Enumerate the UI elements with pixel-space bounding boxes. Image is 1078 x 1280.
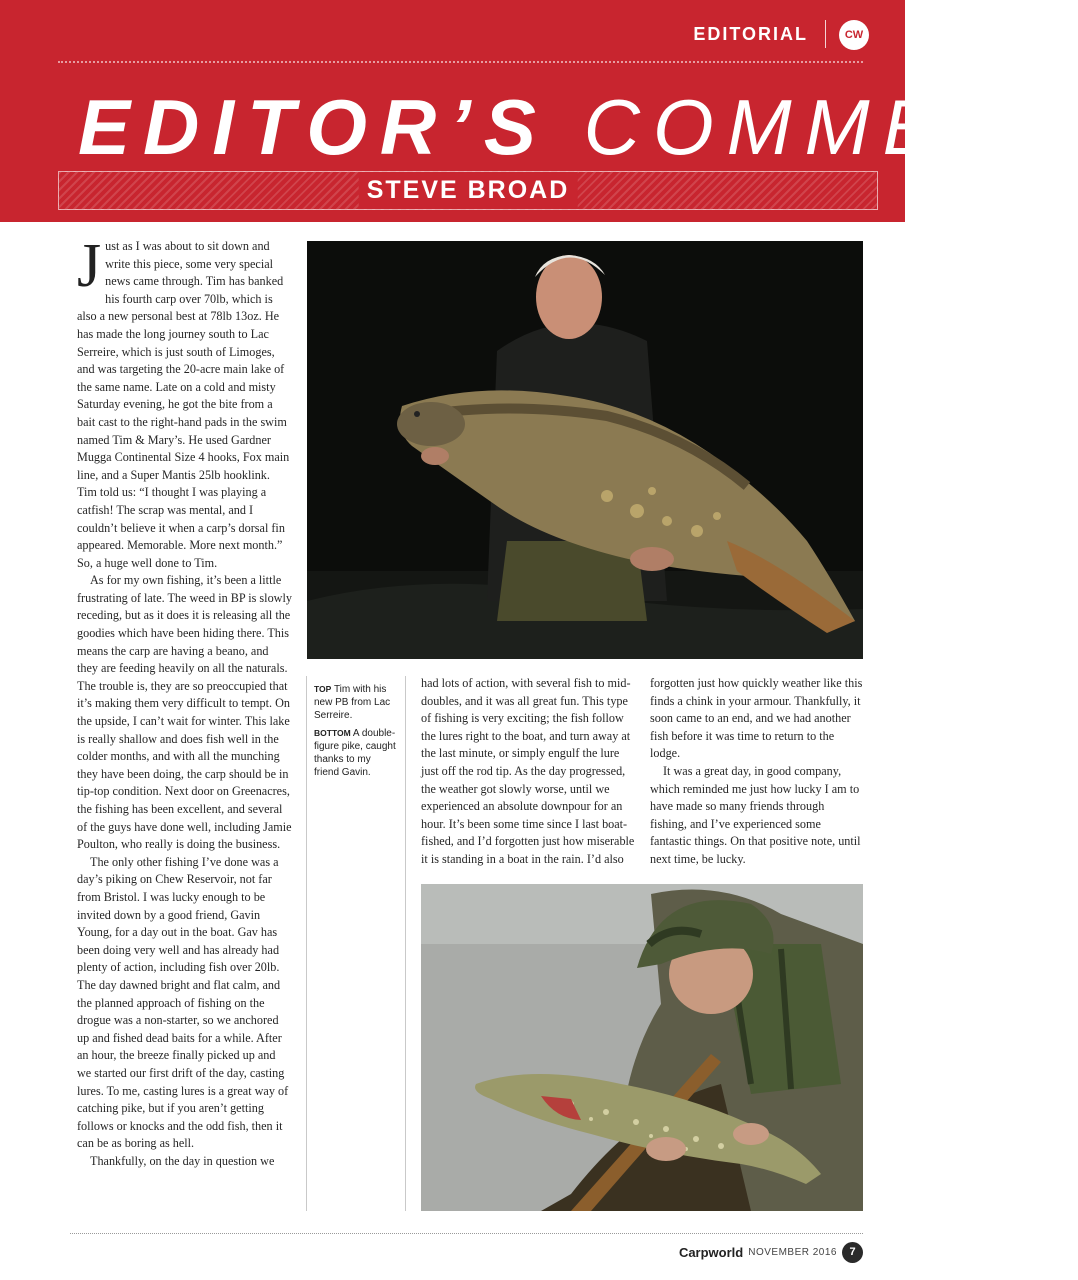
photo-pike-catch [421, 884, 863, 1211]
article-column-3 [421, 675, 636, 869]
article-paragraph: had lots of action, with several fish to mid-doubles, and it was all great fun. This type of fishing is very exciting; the fish follow the lures right to the boat, and turn away at the last minute, or simply engulf the lure just off the rod tip. As the day progressed, the weather got slowly worse, until we experienced an absolute downpour for an hour. It’s been some time since I last boat-fished, and I’d forgotten just how miserable it is standing in a boat in the rain. I’d also [421, 676, 635, 866]
article-paragraph: Thankfully, on the day in question we [90, 1153, 275, 1168]
caption-text: Tim with his new PB from Lac Serreire. [314, 684, 391, 721]
article-paragraph: It was a great day, in good company, which reminded me just how lucky I am to have made so many friends through fishing, and I’ve experienced some fantastic things. On that positive note, until next time, be lucky. [650, 763, 861, 866]
page-footer [679, 1241, 863, 1263]
article-paragraph-text: ust as I was about to sit down and write this piece, some very special news came through. Tim has banked his fourth carp over 70lb, which is also a new personal best at 78lb 13oz. He has made the long journey south to Lac Serreire, which is just south of Limoges, and was targeting the 20-acre main lake of the same name. Late on a cold and misty Saturday evening, he got the bite from a bait cast to the right-hand pads in the swim named Tim & Mary’s. He used Gardner Mugga Continental Size 4 hooks, Fox main line, and a Super Mantis 25lb hooklink. Tim told us: “I thought I was playing a catfish! The scrap was mental, and I couldn’t believe it when a carp’s dorsal fin appeared. Memorable. More next month.” So, a huge well done to Tim. [77, 239, 290, 570]
author-name: STEVE BROAD [359, 172, 578, 209]
column-rule [306, 676, 307, 1211]
pike-photo-illustration [421, 884, 863, 1211]
magazine-badge: CW [839, 20, 869, 50]
caption-text: A double-figure pike, caught thanks to my friend Gavin. [314, 728, 396, 778]
caption-bottom [314, 727, 398, 779]
header-dotted-rule [58, 61, 863, 63]
article-paragraph: As for my own fishing, it’s been a little frustrating of late. The weed in BP is slowly receding, but as it does it is releasing all the goodies which have been hiding there. This means the carp are having a beano, and they are feeding heavily on all the naturals. The trouble is, they are so preoccupied that it’s making them very difficult to tempt. On the upside, I can’t wait for winter. This lake is really shallow and does fish well in the colder months, and with all the munching they have been doing, the carp should be in tip-top condition. Next door on Greenacres, the fishing has been excellent, and several of the guys have done well, including Jamie Poulton, who really is doing the business. [77, 573, 292, 852]
article-column-4 [650, 675, 863, 903]
drop-cap: J [77, 232, 102, 300]
caption-tag: BOTTOM [314, 728, 351, 738]
header-banner [0, 0, 1078, 222]
header-divider [825, 20, 826, 48]
title-light-part: COMMENT [583, 83, 1078, 171]
title-bold-part: EDITOR’S [78, 83, 549, 171]
article-column-1 [77, 232, 292, 1170]
issue-date: NOVEMBER 2016 [748, 1246, 837, 1258]
author-band [58, 171, 878, 210]
caption-tag: TOP [314, 684, 332, 694]
caption-top [314, 683, 398, 722]
page-title [78, 82, 1078, 173]
article-paragraph [77, 232, 292, 572]
section-label: EDITORIAL [693, 24, 808, 44]
page-number: 7 [842, 1242, 863, 1263]
article-paragraph: forgotten just how quickly weather like this finds a chink in your armour. Thankfully, it soon came to an end, and we had another fish before it was time to return to the lodge. [650, 676, 863, 761]
photo-captions [314, 683, 398, 784]
column-rule [405, 676, 406, 1211]
footer-dotted-rule [70, 1233, 863, 1234]
carp-photo-illustration [307, 241, 863, 659]
photo-carp-catch [307, 241, 863, 659]
magazine-brand: Carpworld [678, 1244, 744, 1260]
article-paragraph: The only other fishing I’ve done was a day’s piking on Chew Reservoir, not far from Bristol. I was lucky enough to be invited down by a good friend, Gavin Young, for a day out in the boat. Gav has been doing very well and has already had plenty of action, including fish over 20lb. The day dawned bright and flat calm, and the planned approach of fishing on the drogue was a non-starter, so we anchored up and fished dead baits for a while. After an hour, the breeze finally picked up and we started our first drift of the day, casting lures. To me, casting lures is a great way of catching pike, but if you aren’t getting follows or knocks and the odd fish, then it can be as boring as hell. [77, 854, 289, 1151]
